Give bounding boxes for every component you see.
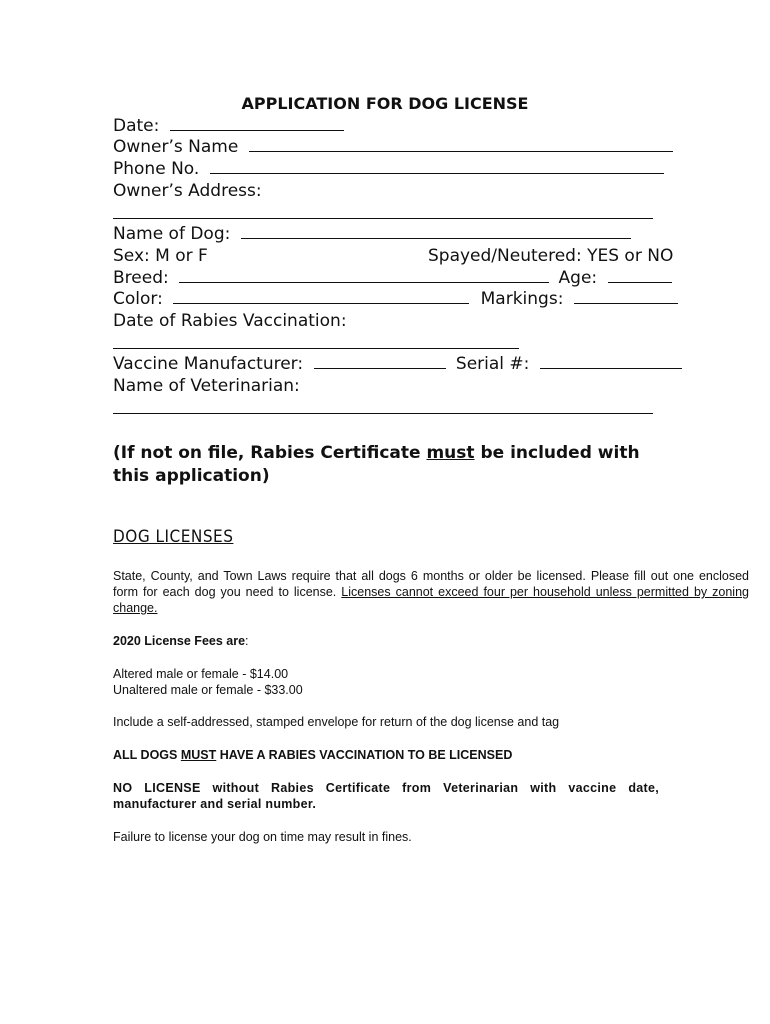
owner-name-row bbox=[113, 137, 673, 159]
application-form bbox=[113, 94, 673, 419]
rabies-date-line bbox=[113, 333, 673, 355]
notice-text-part1: (If not on file, Rabies Certificate bbox=[113, 443, 427, 463]
fees-heading bbox=[113, 633, 749, 649]
fee-unaltered: Unaltered male or female - $33.00 bbox=[113, 683, 303, 697]
fees-heading-colon: : bbox=[245, 634, 249, 648]
fee-altered: Altered male or female - $14.00 bbox=[113, 667, 289, 681]
color-label: Color: bbox=[113, 289, 163, 310]
sex-label: Sex: M or F bbox=[113, 245, 208, 266]
age-label: Age: bbox=[558, 267, 598, 288]
sex-row bbox=[113, 246, 673, 268]
rabies-certificate-notice bbox=[113, 442, 673, 488]
serial-field[interactable] bbox=[540, 354, 682, 369]
breed-row bbox=[113, 268, 673, 290]
form-title: APPLICATION FOR DOG LICENSE bbox=[241, 94, 529, 113]
phone-row bbox=[113, 159, 673, 181]
markings-field[interactable] bbox=[574, 289, 678, 304]
dog-name-field[interactable] bbox=[241, 224, 631, 239]
address-field[interactable] bbox=[113, 204, 653, 219]
rabies-date-field[interactable] bbox=[113, 334, 519, 349]
notice-emphasis: must bbox=[426, 443, 475, 463]
section-title: DOG LICENSES bbox=[113, 527, 234, 547]
owner-name-label: Owner’s Name bbox=[113, 137, 239, 158]
manufacturer-label: Vaccine Manufacturer: bbox=[113, 354, 304, 375]
vet-line bbox=[113, 398, 673, 420]
rabies-requirement bbox=[113, 747, 749, 763]
fees-heading-text: 2020 License Fees are bbox=[113, 634, 246, 648]
fines-notice: Failure to license your dog on time may result in fines. bbox=[113, 830, 412, 844]
breed-field[interactable] bbox=[179, 268, 549, 283]
date-label: Date: bbox=[113, 115, 160, 136]
no-license-notice: NO LICENSE without Rabies Certificate from Veterinarian with vaccine date, manufacturer and serial number. bbox=[113, 781, 659, 811]
manufacturer-row bbox=[113, 354, 673, 376]
address-line bbox=[113, 202, 673, 224]
rabies-text-part1: ALL DOGS bbox=[113, 748, 181, 762]
vet-row bbox=[113, 376, 673, 398]
rabies-text-part2: HAVE A RABIES VACCINATION TO BE LICENSED bbox=[216, 748, 513, 762]
date-row bbox=[113, 116, 673, 138]
owner-name-field[interactable] bbox=[249, 137, 673, 152]
vet-field[interactable] bbox=[113, 399, 653, 414]
address-label: Owner’s Address: bbox=[113, 180, 262, 201]
age-field[interactable] bbox=[608, 268, 672, 283]
intro-paragraph bbox=[113, 568, 749, 616]
envelope-instruction: Include a self-addressed, stamped envelope for return of the dog license and tag bbox=[113, 715, 560, 729]
date-field[interactable] bbox=[170, 116, 344, 131]
rabies-emphasis: MUST bbox=[180, 748, 217, 762]
intro-text: State, County, and Town Laws require that all dogs 6 months or older be licensed. Please fill out one enclosed form for each dog you need to license. bbox=[113, 569, 749, 599]
phone-label: Phone No. bbox=[113, 159, 200, 180]
rabies-date-row bbox=[113, 311, 673, 333]
spayed-label: Spayed/Neutered: YES or NO bbox=[428, 245, 674, 266]
phone-field[interactable] bbox=[210, 159, 664, 174]
serial-label: Serial #: bbox=[455, 354, 530, 375]
notice-text-part2: be included with this application) bbox=[113, 443, 640, 486]
address-row bbox=[113, 181, 673, 203]
markings-label: Markings: bbox=[480, 289, 564, 310]
intro-limit-text: Licenses cannot exceed four per household unless permitted by zoning change. bbox=[113, 585, 749, 615]
manufacturer-field[interactable] bbox=[314, 354, 446, 369]
breed-label: Breed: bbox=[113, 267, 169, 288]
color-row bbox=[113, 289, 673, 311]
dog-name-label: Name of Dog: bbox=[113, 224, 231, 245]
color-field[interactable] bbox=[173, 289, 469, 304]
rabies-date-label: Date of Rabies Vaccination: bbox=[113, 310, 347, 331]
vet-label: Name of Veterinarian: bbox=[113, 375, 300, 396]
dog-name-row bbox=[113, 224, 673, 246]
